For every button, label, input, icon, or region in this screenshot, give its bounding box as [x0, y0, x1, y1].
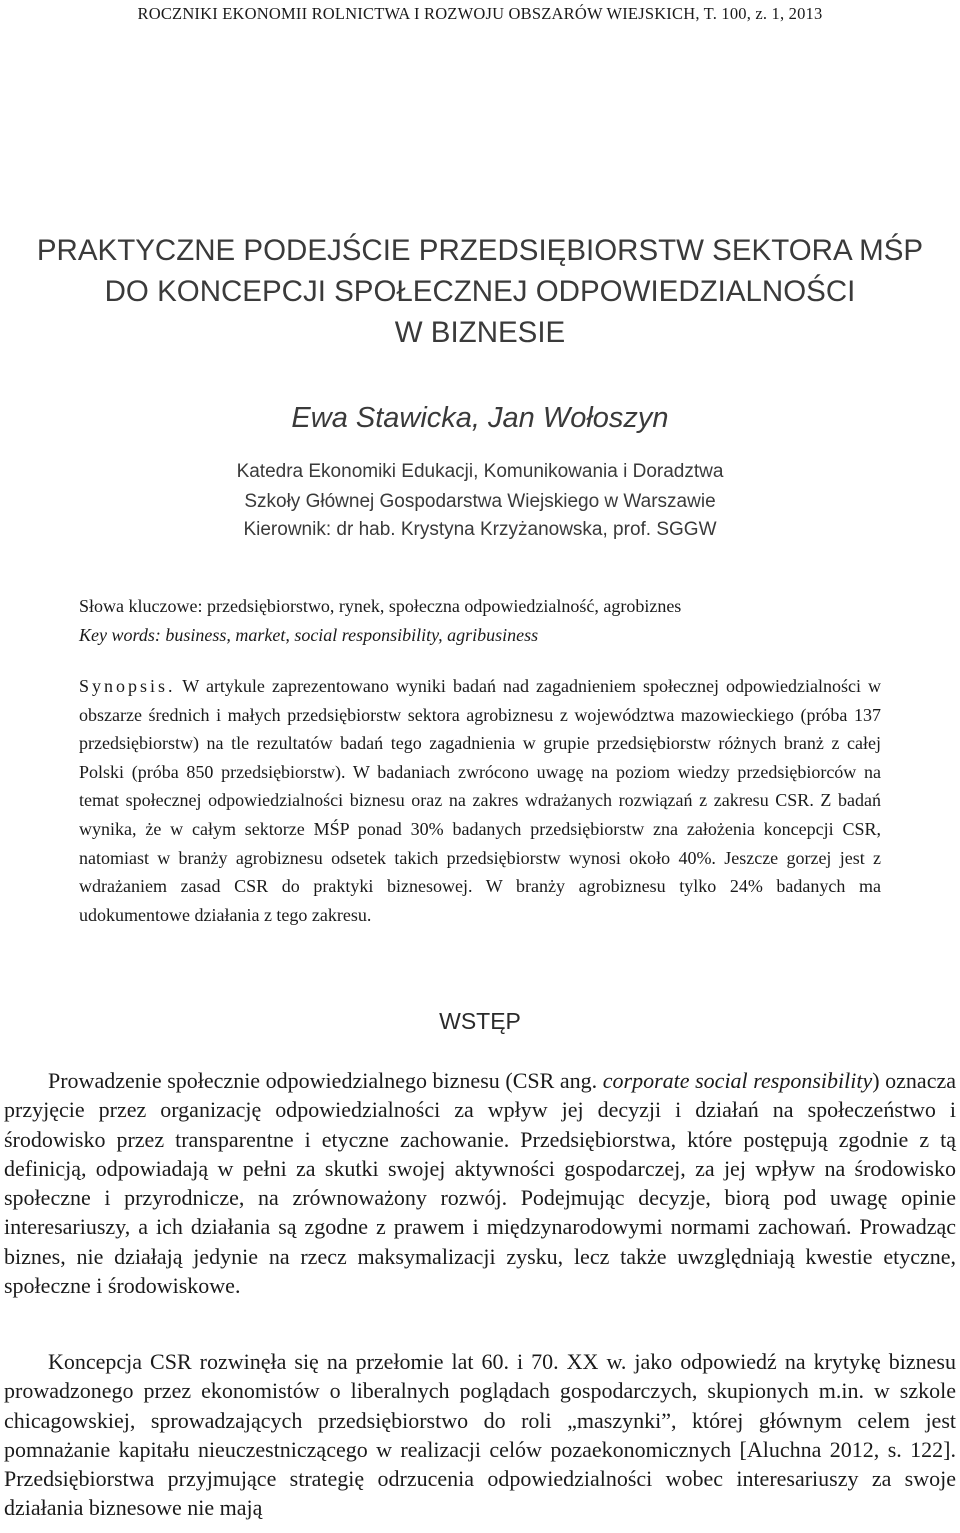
affiliation-line-3: Kierownik: dr hab. Krystyna Krzyżanowska, prof. SGGW: [243, 519, 717, 540]
article-title: [0, 230, 960, 353]
intro-paragraph-2: Koncepcja CSR rozwinęła się na przełomie lat 60. i 70. XX w. jako odpowiedź na krytykę biznesu prowadzonego przez ekonomistów o liberalnych poglądach gospodarczych, skupionych m.in. w szkole chicagowskiej, sprowadzających przedsiębiorstwo do roli „maszynki”, której głównym celem jest pomnażanie kapitału nieuczestniczącego w realizacji celów pozaekonomicznych [Aluchna 2012, s. 122]. Przedsiębiorstwa przyjmujące strategię odrzucenia odpowiedzialności wobec interesariuszy za swoje działania biznesowe nie mają: [4, 1349, 956, 1521]
synopsis-text: W artykule zaprezentowano wyniki badań nad zagadnieniem społecznej odpowiedzialności w obszarze średnich i małych przedsiębiorstw sektora agrobiznesu z województwa mazowieckiego (próba 137 przedsiębiorstw) na tle rezultatów badań tego zagadnienia w grupie przedsiębiorstw różnych branż z całej Polski (próba 850 przedsiębiorstw). W badaniach zwrócono uwagę na poziom wiedzy przedsiębiorców na temat społecznej odpowiedzialności biznesu oraz na zakres wdrażanych rozwiązań z zakresu CSR. Z badań wynika, że w całym sektorze MŚP ponad 30% badanych przedsiębiorstw zna założenia koncepcji CSR, natomiast w branży agrobiznesu odsetek takich przedsiębiorstw wynosi około 40%. Jeszcze gorzej jest z wdrażaniem zasad CSR do praktyki biznesowej. W branży agrobiznesu tylko 24% badanych ma udokumentowe działania z tego zakresu.: [79, 676, 881, 925]
intro-paragraph-1: [4, 1066, 956, 1300]
affiliation-line-2: Szkoły Głównej Gospodarstwa Wiejskiego w Warszawie: [244, 491, 716, 512]
intro-p1-start: Prowadzenie społecznie odpowiedzialnego biznesu (CSR ang.: [48, 1068, 603, 1093]
title-line-3: W BIZNESIE: [394, 316, 566, 349]
article-authors: Ewa Stawicka, Jan Wołoszyn: [291, 402, 669, 434]
running-head: ROCZNIKI EKONOMII ROLNICTWA I ROZWOJU OBSZARÓW WIEJSKICH, T. 100, z. 1, 2013: [137, 4, 823, 23]
keywords-polish: Słowa kluczowe: przedsiębiorstwo, rynek, społeczna odpowiedzialność, agrobiznes: [79, 596, 682, 616]
synopsis-paragraph: [79, 672, 881, 929]
affiliation-line-1: Katedra Ekonomiki Edukacji, Komunikowania i Doradztwa: [236, 461, 724, 482]
title-line-2: DO KONCEPCJI SPOŁECZNEJ ODPOWIEDZIALNOŚCI: [104, 275, 856, 308]
section-heading-intro: WSTĘP: [439, 1008, 521, 1034]
intro-p1-rest: ) oznacza przyjęcie przez organizację odpowiedzialności za wpływ jej decyzji i działań na społeczeństwo i środowisko przez transparentne i etyczne zachowanie. Przedsiębiorstwa, które postępują zgodnie z tą definicją, odpowiadają w pełni za skutki swojej aktywności gospodarczej, za jej wpływ na środowisko społeczne i przyrodnicze, na zrównoważony rozwój. Podejmując decyzje, biorą pod uwagę opinie interesariuszy, a ich działania są zgodne z prawem i międzynarodowymi normami zachowań. Prowadząc biznes, nie działają jedynie na rzecz maksymalizacji zysku, lecz także uwzględniają kwestie etyczne, społeczne i środowiskowe.: [4, 1068, 956, 1299]
title-line-1: PRAKTYCZNE PODEJŚCIE PRZEDSIĘBIORSTW SEKTORA MŚP: [36, 234, 924, 267]
synopsis-label: Synopsis.: [79, 676, 176, 696]
intro-p1-italic-term: corporate social responsibility: [602, 1068, 873, 1093]
keywords-english: Key words: business, market, social responsibility, agribusiness: [79, 625, 539, 645]
